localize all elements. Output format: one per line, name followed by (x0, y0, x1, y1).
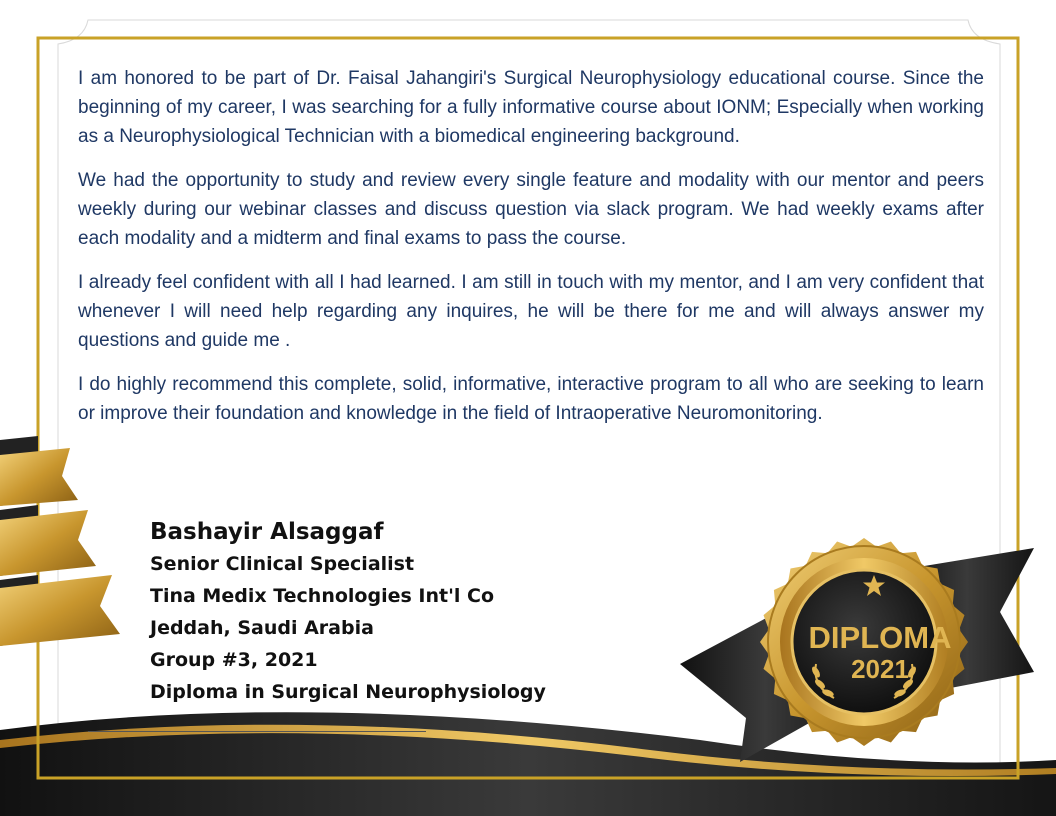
signer-company: Tina Medix Technologies Int'l Co (150, 585, 495, 607)
signer-title: Senior Clinical Specialist (150, 553, 415, 575)
badge-year: 2021 (851, 654, 909, 684)
testimonial-text (78, 64, 984, 443)
testimonial-paragraph: I already feel confident with all I had learned. I am still in touch with my mentor, and I am very confident that whenever I will need help regarding any inquires, he will be there for me and will always answer my questions and guide me . (78, 272, 984, 351)
signature-divider (88, 731, 426, 732)
testimonial-paragraph: I do highly recommend this complete, solid, informative, interactive program to all who are seeking to learn or improve their foundation and knowledge in the field of Intraoperative Neuromonitoring. (78, 374, 984, 424)
signer-name: Bashayir Alsaggaf (150, 519, 384, 545)
signature-block (150, 516, 546, 708)
badge-title: DIPLOMA (808, 620, 952, 655)
testimonial-paragraph: I am honored to be part of Dr. Faisal Jahangiri's Surgical Neurophysiology educational course. Since the beginning of my career, I was searching for a fully informative course about IONM; Especially when working as a Neurophysiological Technician with a biomedical engineering background. (78, 68, 984, 147)
signer-group: Group #3, 2021 (150, 649, 318, 671)
signer-program: Diploma in Surgical Neurophysiology (150, 681, 546, 703)
testimonial-paragraph: We had the opportunity to study and review every single feature and modality with our mentor and peers weekly during our webinar classes and discuss question via slack program. We had weekly exams after each modality and a midterm and final exams to pass the course. (78, 170, 984, 249)
left-ribbons (0, 436, 120, 646)
signer-location: Jeddah, Saudi Arabia (150, 617, 374, 639)
